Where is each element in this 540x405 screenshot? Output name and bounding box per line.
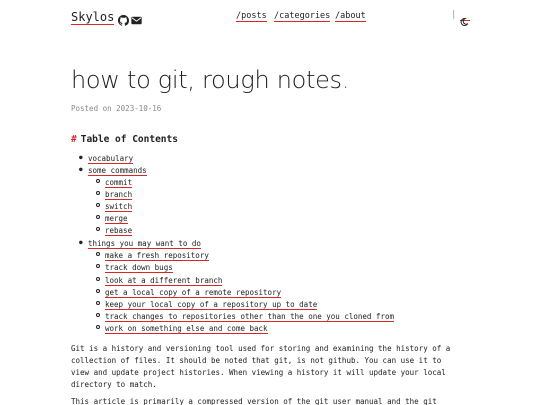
toc-link[interactable]: look at a different branch — [105, 276, 223, 285]
paragraph-line: view and update project histories. When viewing a history it will update your local — [71, 368, 446, 377]
toc-link[interactable]: work on something else and come back — [105, 324, 268, 333]
toc-link[interactable]: vocabulary — [88, 154, 134, 163]
mail-icon[interactable] — [131, 11, 142, 22]
post-title — [71, 66, 349, 94]
site-logo-link[interactable]: Skylos — [71, 10, 115, 24]
circle-bullet-icon — [96, 191, 100, 195]
toc-link[interactable]: commit — [105, 178, 133, 187]
circle-bullet-icon — [96, 264, 100, 268]
github-icon[interactable] — [118, 11, 129, 22]
bullet-icon: ● — [79, 239, 83, 246]
toc-heading-text: Table of Contents — [80, 134, 178, 145]
heading-hash: # — [71, 134, 77, 145]
toc-link[interactable]: things you may want to do — [88, 239, 201, 248]
circle-bullet-icon — [96, 277, 100, 281]
intro-paragraph — [71, 343, 471, 391]
circle-bullet-icon — [96, 227, 100, 231]
toc-link[interactable]: make a fresh repository — [105, 251, 209, 260]
toc-heading — [71, 134, 178, 145]
site-header — [71, 8, 471, 28]
circle-bullet-icon — [96, 179, 100, 183]
toc-link[interactable]: keep your local copy of a repository up to date — [105, 300, 318, 309]
second-paragraph — [71, 396, 471, 405]
paragraph-line: directory to match. — [71, 380, 157, 389]
theme-toggle-icon[interactable] — [460, 11, 470, 21]
toc-link[interactable]: some commands — [88, 166, 147, 175]
toc-link[interactable]: track changes to repositories other than the one you cloned from — [105, 312, 394, 321]
nav-categories[interactable]: /categories — [274, 11, 331, 21]
title-accent-dot: . — [341, 66, 350, 94]
paragraph-line: Git is a history and versioning tool used for storing and examining the history of a — [71, 344, 451, 353]
post-title-text: how to git, rough notes — [71, 66, 342, 94]
nav-posts[interactable]: /posts — [236, 11, 267, 21]
paragraph-line: collection of files. It should be noted that git, is not github. You can use it to — [71, 356, 442, 365]
nav-about[interactable]: /about — [335, 11, 366, 21]
header-separator: | — [451, 10, 457, 20]
circle-bullet-icon — [96, 301, 100, 305]
bullet-icon: ● — [79, 166, 83, 173]
toc-link[interactable]: switch — [105, 202, 133, 211]
toc-link[interactable]: rebase — [105, 226, 133, 235]
circle-bullet-icon — [96, 325, 100, 329]
circle-bullet-icon — [96, 215, 100, 219]
post-date: Posted on 2023-10-16 — [71, 104, 162, 113]
paragraph-line: This article is primarily a compressed version of the git user manual and the git — [71, 397, 437, 405]
toc-link[interactable]: branch — [105, 190, 133, 199]
bullet-icon: ● — [79, 154, 83, 161]
toc-link[interactable]: track down bugs — [105, 263, 173, 272]
toc-link[interactable]: get a local copy of a remote repository — [105, 288, 282, 297]
circle-bullet-icon — [96, 203, 100, 207]
circle-bullet-icon — [96, 313, 100, 317]
circle-bullet-icon — [96, 289, 100, 293]
toc-link[interactable]: merge — [105, 214, 128, 223]
circle-bullet-icon — [96, 252, 100, 256]
